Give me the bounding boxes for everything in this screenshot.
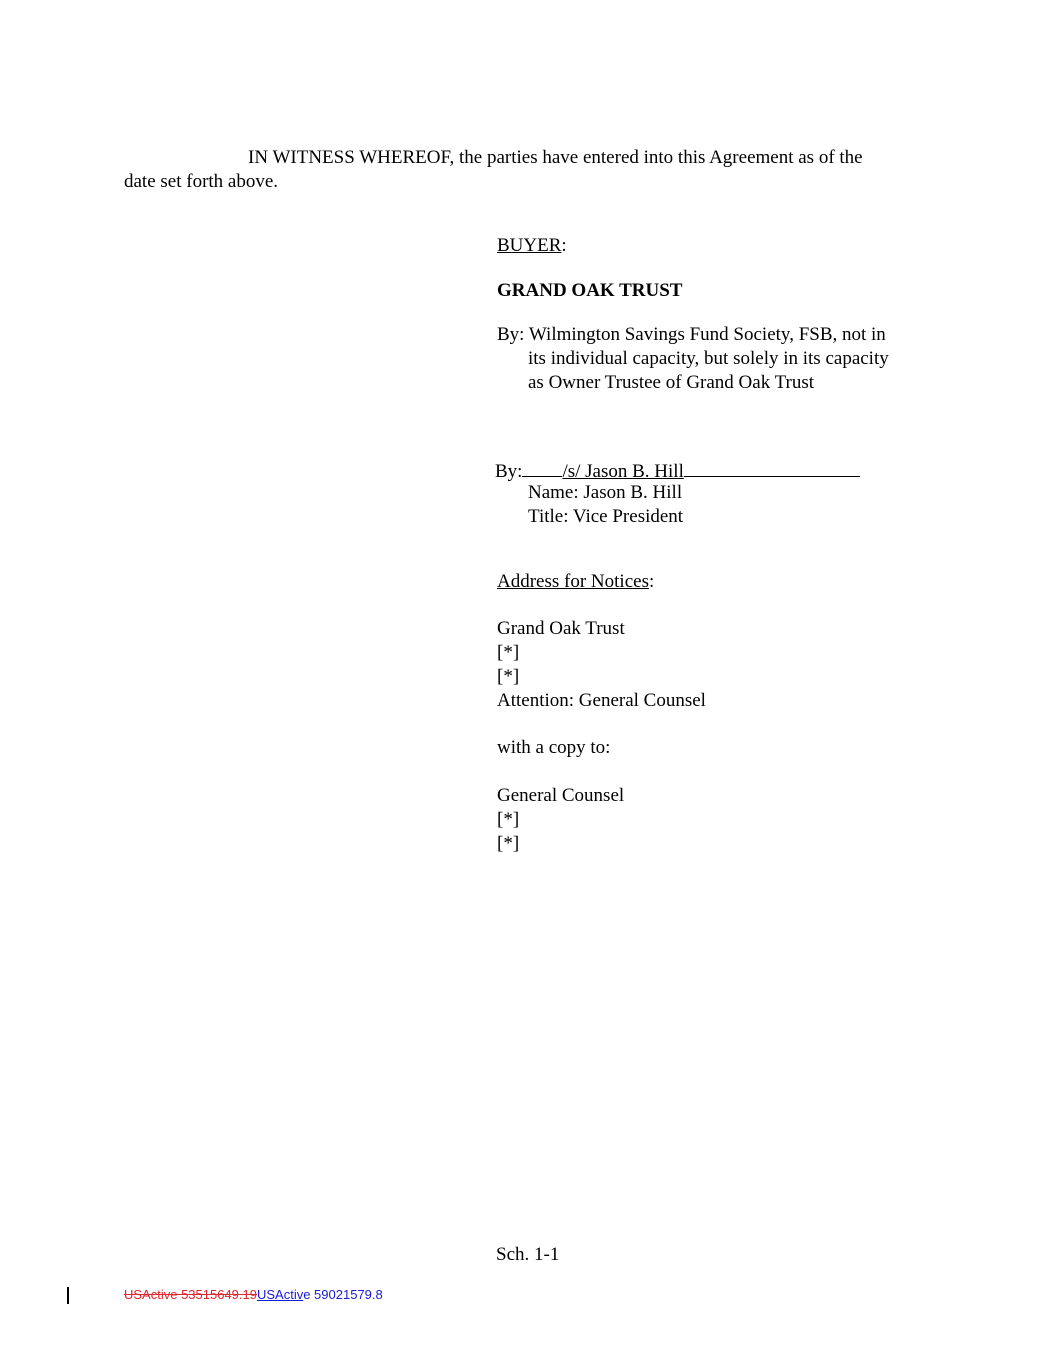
revision-change-bar <box>67 1287 69 1304</box>
signature-by-label: By: <box>495 461 523 482</box>
inserted-doc-id-underlined: USActiv <box>256 1287 304 1302</box>
buyer-entity-name: GRAND OAK TRUST <box>497 280 683 301</box>
notice-address-line: Grand Oak Trust <box>497 618 625 639</box>
notice-address-line: [*] <box>497 642 520 663</box>
page-number: Sch. 1-1 <box>496 1244 560 1265</box>
signature-blank-left <box>522 457 562 477</box>
deleted-doc-id: USActive 53515649.19 <box>124 1287 257 1302</box>
copy-address-line: [*] <box>497 809 520 830</box>
signature-blank-right <box>684 457 860 477</box>
copy-to-label: with a copy to: <box>497 737 611 758</box>
copy-address-line: General Counsel <box>497 785 625 806</box>
trustee-by-prefix: By: <box>497 324 525 345</box>
buyer-heading-colon: : <box>561 235 567 256</box>
notices-heading-colon: : <box>648 571 655 592</box>
trustee-name-text: Wilmington Savings Fund Society, FSB, not in <box>528 324 886 345</box>
signatory-name: Name: Jason B. Hill <box>528 482 683 503</box>
notice-address-line: [*] <box>497 666 520 687</box>
inserted-doc-id-tail: e 59021579.8 <box>303 1287 383 1302</box>
trustee-line-3: as Owner Trustee of Grand Oak Trust <box>528 372 815 393</box>
notices-heading-label: Address for Notices <box>497 571 649 592</box>
witness-clause-line-2: date set forth above. <box>124 171 279 192</box>
notice-attention-line: Attention: General Counsel <box>497 690 706 711</box>
signature-line <box>495 457 860 484</box>
notices-heading <box>497 570 654 594</box>
copy-address-line: [*] <box>497 833 520 854</box>
signatory-title: Title: Vice President <box>528 506 684 527</box>
trustee-line-2: its individual capacity, but solely in its capacity <box>528 348 889 369</box>
buyer-heading <box>497 234 567 258</box>
document-id-footer <box>124 1287 383 1303</box>
trustee-line-1 <box>497 323 886 347</box>
buyer-heading-label: BUYER <box>497 235 562 256</box>
witness-clause-line-1: IN WITNESS WHEREOF, the parties have entered into this Agreement as of the <box>248 147 863 168</box>
signature-signed-name: /s/ Jason B. Hill <box>562 461 684 482</box>
